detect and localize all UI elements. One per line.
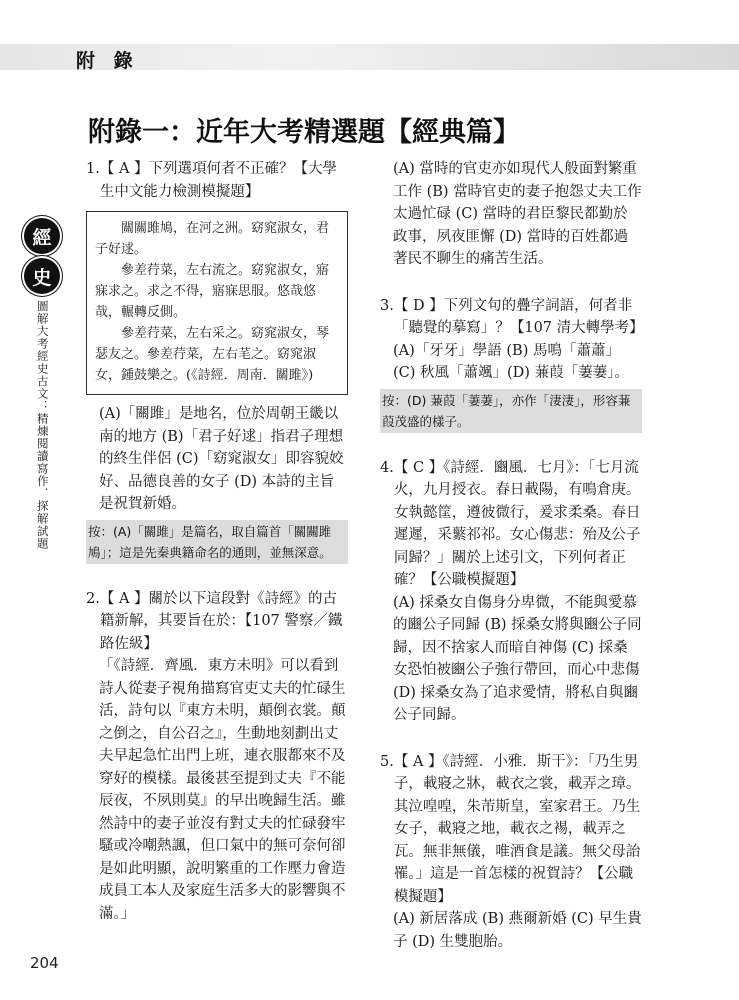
question-number: 2. — [86, 590, 100, 607]
question-options: (A) 採桑女自傷身分卑微，不能與愛慕的豳公子同歸 (B) 採桑女將與豳公子同歸，因不捨家人而暗自神傷 (C) 採桑女恐怕被豳公子強行帶回，而心中悲傷 (D) 採桑女為了追求愛情，將私自與豳公子同歸。 — [393, 594, 642, 723]
right-column — [380, 158, 642, 953]
question-number: 3. — [380, 297, 394, 314]
question-1 — [86, 158, 348, 564]
seal-top: 經 — [24, 218, 60, 254]
question-options: (A)「關雎」是地名，位於周朝王畿以南的地方 (B)「君子好逑」指君子理想的終生伴侶 (C)「窈窕淑女」即容貌姣好、品德良善的女子 (D) 本詩的主旨是祝賀新婚。 — [99, 406, 344, 512]
question-number: 5. — [380, 753, 394, 770]
poem-stanza: 關關雎鳩，在河之洲。窈窕淑女，君子好逑。 — [95, 221, 330, 257]
sidebar — [22, 218, 62, 550]
question-3 — [380, 295, 642, 433]
question-stem: 【 A 】下列選項何者不正確？【大學生中文能力檢測模擬題】 — [99, 161, 338, 200]
question-passage: 「《詩經．齊風．東方未明》可以看到詩人從妻子視角描寫官吏丈夫的忙碌生活，詩句以『東方未明，顛倒衣裳。顛之倒之，自公召之』，生動地刻劃出丈夫早起急忙出門上班，連衣服都來不及穿好的模樣。最後甚至提到丈夫『不能辰夜，不夙則莫』的早出晚歸生活。雖然詩中的妻子並沒有對丈夫的忙碌發牢騷或冷嘲熱諷，但口氣中的無可奈何卻是如此明顯，說明繁重的工作壓力會造成員工本人及家庭生活多大的影響與不滿。」 — [99, 658, 346, 922]
seal-bottom: 史 — [24, 258, 60, 294]
page-number: 204 — [30, 954, 59, 972]
page-title: 附錄一：近年大考精選題【經典篇】 — [88, 117, 520, 148]
question-options: (A) 新居落成 (B) 燕爾新婚 (C) 早生貴子 (D) 生雙胞胎。 — [393, 911, 642, 950]
poem-box — [86, 211, 348, 395]
section-label: 附 錄 — [76, 50, 139, 72]
question-stem: 【 D 】下列文句的疊字詞語，何者非「聽覺的摹寫」？【107 清大轉學考】 — [393, 297, 644, 336]
poem-stanza: 參差荇菜，左右流之。窈窕淑女，寤寐求之。求之不得，寤寐思服。悠哉悠哉，輾轉反側。 — [95, 263, 330, 320]
question-options: (A)「牙牙」學語 (B) 馬鳴「蕭蕭」(C) 秋風「蕭颯」(D) 蒹葭「萋萋」。 — [393, 342, 629, 381]
answer-note: 按：(A)「關雎」是篇名，取自篇首「關關雎鳩」；這是先秦典籍命名的通則，並無深意。 — [86, 520, 348, 564]
sidebar-book-title: 圖解大考經史古文：精煉閱讀寫作．探解試題 — [35, 300, 50, 550]
question-options: (A) 當時的官吏亦如現代人般面對繁重工作 (B) 當時官吏的妻子抱怨丈夫工作太過忙碌 (C) 當時的君臣黎民都勤於政事，夙夜匪懈 (D) 當時的百姓都過著民不聊生的痛苦生活。 — [393, 161, 642, 267]
question-number: 4. — [380, 459, 394, 476]
question-stem: 【 A 】《詩經．小雅．斯干》：「乃生男子，載寢之牀，載衣之裳，載弄之璋。其泣喤喤，朱芾斯皇，室家君王。乃生女子，載寢之地，載衣之裼，載弄之瓦。無非無儀，唯酒食是議。無父母詒罹。」這是一首怎樣的祝賀詩？【公職模擬題】 — [393, 753, 641, 905]
question-number: 1. — [86, 161, 100, 177]
question-stem: 【 A 】關於以下這段對《詩經》的古籍新解，其要旨在於：【107 警察／鐵路佐級】 — [99, 590, 343, 652]
question-5 — [380, 751, 642, 954]
question-4 — [380, 457, 642, 727]
answer-note: 按：(D) 蒹葭「萋萋」，亦作「淒淒」，形容蒹葭茂盛的樣子。 — [380, 389, 642, 433]
left-column — [86, 158, 348, 925]
question-stem: 【 C 】《詩經．豳風．七月》：「七月流火，九月授衣。春日載陽，有鳴倉庚。女執懿筐，遵彼微行，爰求柔桑。春日遲遲，采蘩祁祁。女心傷悲：殆及公子同歸？」關於上述引文，下列何者正確？【公職模擬題】 — [393, 459, 641, 588]
question-2 — [86, 588, 348, 926]
poem-stanza: 參差荇菜，左右采之。窈窕淑女，琴瑟友之。參差荇菜，左右芼之。窈窕淑女，鍾鼓樂之。(《詩經．周南．關雎》) — [95, 326, 330, 383]
